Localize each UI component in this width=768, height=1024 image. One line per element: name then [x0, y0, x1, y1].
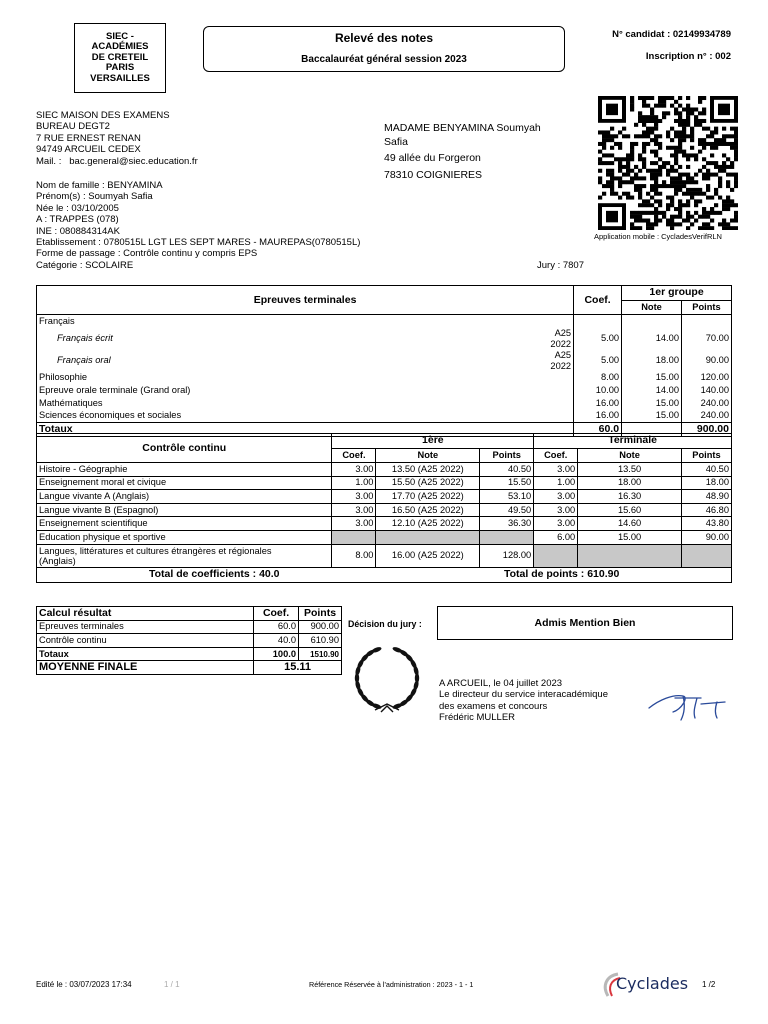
calcul-label: Epreuves terminales [37, 620, 254, 634]
controle-label: Langue vivante B (Espagnol) [37, 503, 332, 517]
recipient-name-2: Safia [384, 135, 408, 148]
epreuve-coef: 5.00 [574, 328, 622, 350]
epreuve-session: A25 2022 [530, 350, 574, 372]
llcer-label [37, 544, 332, 567]
candidate-nom: Nom de famille : BENYAMINA [36, 180, 163, 191]
controle-n2: 15.00 [578, 530, 682, 544]
org-line: SIEC - [106, 30, 134, 42]
epreuve-session [530, 372, 574, 385]
controle-c2: 3.00 [534, 490, 578, 504]
controle-c2: 3.00 [534, 463, 578, 477]
calcul-total-label: Totaux [37, 647, 254, 661]
footer-page: 1 /2 [702, 980, 716, 989]
footer-edited: Edité le : 03/07/2023 17:34 [36, 980, 132, 989]
epreuve-session [530, 384, 574, 397]
signature-line: Frédéric MULLER [439, 712, 516, 724]
title-box [203, 26, 565, 72]
epreuves-total-points: 900.00 [681, 422, 731, 436]
controle-term-header: Terminale [534, 434, 732, 449]
controle-n1 [376, 530, 480, 544]
epreuve-note: 14.00 [622, 384, 682, 397]
llcer-label-line: Langues, littératures et cultures étrangères et régionales [39, 545, 272, 556]
cyclades-brand: Cyclades [616, 974, 689, 993]
controle-c2: 3.00 [534, 517, 578, 531]
controle-p2: 90.00 [682, 530, 732, 544]
epreuve-coef [574, 315, 622, 328]
epreuve-session [530, 409, 574, 422]
epreuve-note: 18.00 [622, 350, 682, 372]
final-average-label: MOYENNE FINALE [37, 661, 254, 675]
epreuve-points [681, 315, 731, 328]
controle-p1 [480, 530, 534, 544]
epreuve-points: 120.00 [700, 372, 729, 383]
jury-number: Jury : 7807 [537, 260, 584, 271]
table-row [37, 409, 732, 422]
epreuve-coef: 8.00 [574, 372, 622, 385]
controle-p1: 40.50 [480, 463, 534, 477]
calcul-label: Contrôle continu [37, 634, 254, 648]
controle-points1-header: Points [480, 448, 534, 463]
epreuve-label: Français écrit [57, 333, 113, 344]
llcer-note1: 16.00 (A25 2022) [376, 544, 480, 567]
document-subtitle: Baccalauréat général session 2023 [301, 54, 467, 65]
llcer-label-line: (Anglais) [39, 555, 76, 566]
org-line: PARIS [105, 62, 135, 74]
epreuve-label: Epreuve orale terminale (Grand oral) [39, 384, 191, 395]
epreuve-note: 14.00 [622, 328, 682, 350]
controle-c2: 3.00 [534, 503, 578, 517]
epreuve-points: 240.00 [700, 410, 729, 421]
table-row [37, 350, 732, 372]
controle-n2: 18.00 [578, 476, 682, 490]
controle-p1: 49.50 [480, 503, 534, 517]
calcul-points: 900.00 [299, 620, 342, 634]
epreuve-label: Mathématiques [39, 397, 103, 408]
controle-c1: 3.00 [332, 463, 376, 477]
controle-n1: 17.70 (A25 2022) [376, 490, 480, 504]
sender-line: BUREAU DEGT2 [36, 121, 110, 133]
signature-line: A ARCUEIL, le 04 juillet 2023 [439, 678, 563, 689]
org-line: VERSAILLES [90, 72, 150, 84]
epreuve-points: 140.00 [700, 384, 729, 395]
laurel-seal-icon [345, 640, 429, 718]
epreuve-points: 90.00 [705, 355, 729, 366]
controle-n2: 13.50 [578, 463, 682, 477]
controle-n1: 13.50 (A25 2022) [376, 463, 480, 477]
llcer-coef1: 8.00 [332, 544, 376, 567]
signature-icon [645, 682, 735, 722]
epreuves-total-coef: 60.0 [574, 422, 622, 436]
epreuves-title: Epreuves terminales [37, 286, 574, 315]
controle-total-points: Total de points : 610.90 [504, 567, 620, 580]
candidate-birthdate: Née le : 03/10/2005 [36, 202, 119, 214]
final-average-value: 15.11 [284, 661, 312, 674]
sender-line: SIEC MAISON DES EXAMENS [36, 110, 170, 121]
mail-label: Mail. : [36, 155, 62, 167]
epreuve-label: Français [39, 315, 75, 326]
calcul-coef-header: Coef. [254, 607, 299, 621]
epreuve-session: A25 2022 [530, 328, 574, 350]
epreuves-total-label: Totaux [37, 422, 530, 436]
candidate-school: Etablissement : 0780515L LGT LES SEPT MARES - MAUREPAS(0780515L) [36, 237, 361, 249]
calcul-points: 610.90 [299, 634, 342, 648]
table-row [37, 634, 342, 648]
controle-p1: 15.50 [480, 476, 534, 490]
controle-note2-header: Note [578, 448, 682, 463]
calcul-coef: 40.0 [254, 634, 299, 648]
epreuve-points: 240.00 [700, 397, 729, 408]
controle-c1: 3.00 [332, 490, 376, 504]
epreuve-session [530, 397, 574, 410]
epreuve-label: Sciences économiques et sociales [39, 410, 182, 421]
recipient-city: 78310 COIGNIERES [384, 168, 483, 181]
epreuve-session [530, 315, 574, 328]
table-row [37, 620, 342, 634]
recipient-street: 49 allée du Forgeron [384, 152, 481, 164]
mail-link[interactable]: bac.general@siec.education.fr [69, 155, 198, 167]
controle-label: Enseignement moral et civique [37, 476, 332, 490]
table-row [37, 397, 732, 410]
controle-p2: 40.50 [682, 463, 732, 477]
table-row [37, 384, 732, 397]
signature-block [439, 678, 608, 724]
calcul-points-header: Points [299, 607, 342, 621]
controle-p1: 36.30 [480, 517, 534, 531]
controle-totals-row [37, 567, 732, 582]
sender-line: 7 RUE ERNEST RENAN [36, 132, 141, 144]
controle-n1: 15.50 (A25 2022) [376, 476, 480, 490]
sender-address [36, 110, 198, 167]
controle-table [36, 433, 732, 583]
org-box [74, 23, 166, 93]
controle-c2: 1.00 [534, 476, 578, 490]
epreuve-coef: 10.00 [574, 384, 622, 397]
controle-coef2-header: Coef. [534, 448, 578, 463]
calcul-total-points: 1510.90 [299, 647, 342, 661]
controle-title: Contrôle continu [37, 434, 332, 463]
table-row [37, 544, 732, 567]
epreuves-points-header: Points [681, 300, 731, 315]
epreuve-coef: 16.00 [574, 397, 622, 410]
controle-n2: 15.60 [578, 503, 682, 517]
controle-points2-header: Points [682, 448, 732, 463]
epreuve-label: Français oral [57, 355, 111, 366]
sender-line: 94749 ARCUEIL CEDEX [36, 144, 141, 156]
controle-label: Langue vivante A (Anglais) [37, 490, 332, 504]
decision-label: Décision du jury : [348, 619, 422, 629]
epreuve-note: 15.00 [622, 372, 682, 385]
controle-label: Enseignement scientifique [37, 517, 332, 531]
table-row [37, 315, 732, 328]
controle-p2: 46.80 [682, 503, 732, 517]
signature-line: Le directeur du service interacadémique [439, 689, 608, 701]
decision-value: Admis Mention Bien [437, 606, 733, 640]
calcul-coef: 60.0 [254, 620, 299, 634]
epreuve-coef: 16.00 [574, 409, 622, 422]
qr-code-icon[interactable] [598, 96, 738, 230]
candidate-birthplace: A : TRAPPES (078) [36, 214, 119, 226]
calcul-table [36, 606, 342, 675]
epreuves-table [36, 285, 732, 437]
controle-n1: 16.50 (A25 2022) [376, 503, 480, 517]
controle-n2: 16.30 [578, 490, 682, 504]
controle-n1: 12.10 (A25 2022) [376, 517, 480, 531]
epreuve-note [622, 315, 682, 328]
controle-note1-header: Note [376, 448, 480, 463]
table-row [37, 328, 732, 350]
controle-c1 [332, 530, 376, 544]
recipient-address [384, 122, 541, 182]
table-row [37, 463, 732, 477]
table-row [37, 476, 732, 490]
controle-p2: 48.90 [682, 490, 732, 504]
controle-first-header: 1ère [332, 434, 534, 449]
candidate-info [36, 180, 360, 271]
candidate-ine: INE : 080884314AK [36, 225, 120, 237]
epreuve-coef: 5.00 [574, 350, 622, 372]
controle-label: Education physique et sportive [37, 530, 332, 544]
calcul-total-coef: 100.0 [254, 647, 299, 661]
document-title: Relevé des notes [334, 31, 434, 45]
controle-coef1-header: Coef. [332, 448, 376, 463]
controle-p2: 43.80 [682, 517, 732, 531]
candidate-prenom: Prénom(s) : Soumyah Safia [36, 191, 153, 203]
candidate-number: N° candidat : 02149934789 [612, 29, 731, 40]
recipient-name: MADAME BENYAMINA Soumyah [384, 122, 541, 134]
table-row [37, 372, 732, 385]
controle-n2: 14.60 [578, 517, 682, 531]
epreuve-note: 15.00 [622, 397, 682, 410]
calcul-title: Calcul résultat [37, 607, 254, 621]
candidate-exam-form: Forme de passage : Contrôle continu y compris EPS [36, 248, 258, 260]
footer-reference: Référence Réservée à l'administration : 2023 - 1 - 1 [309, 980, 474, 989]
org-line: ACADÉMIES [91, 41, 149, 53]
epreuve-note: 15.00 [622, 409, 682, 422]
controle-c1: 3.00 [332, 517, 376, 531]
signature-line: des examens et concours [439, 700, 548, 712]
table-row [37, 530, 732, 544]
inscription-number: Inscription n° : 002 [645, 51, 731, 62]
controle-c2: 6.00 [534, 530, 578, 544]
qr-caption: Application mobile : CycladesVerifRLN [594, 232, 722, 241]
epreuves-group-header: 1er groupe [622, 286, 732, 301]
controle-c1: 1.00 [332, 476, 376, 490]
cyclades-logo [600, 970, 695, 1000]
epreuves-coef-header: Coef. [574, 286, 622, 315]
epreuves-note-header: Note [622, 300, 682, 315]
llcer-points1: 128.00 [480, 544, 534, 567]
table-row [37, 517, 732, 531]
candidate-category: Catégorie : SCOLAIRE [36, 259, 134, 271]
org-line: DE CRETEIL [91, 51, 149, 63]
controle-label: Histoire - Géographie [37, 463, 332, 477]
table-row [37, 490, 732, 504]
epreuve-label: Philosophie [39, 372, 88, 383]
controle-total-coef: Total de coefficients : 40.0 [149, 567, 280, 580]
controle-p2: 18.00 [682, 476, 732, 490]
footer-page-faint: 1 / 1 [164, 980, 180, 989]
controle-c1: 3.00 [332, 503, 376, 517]
table-row [37, 503, 732, 517]
epreuve-points: 70.00 [705, 333, 729, 344]
sender-mail-row [36, 156, 198, 167]
controle-p1: 53.10 [480, 490, 534, 504]
